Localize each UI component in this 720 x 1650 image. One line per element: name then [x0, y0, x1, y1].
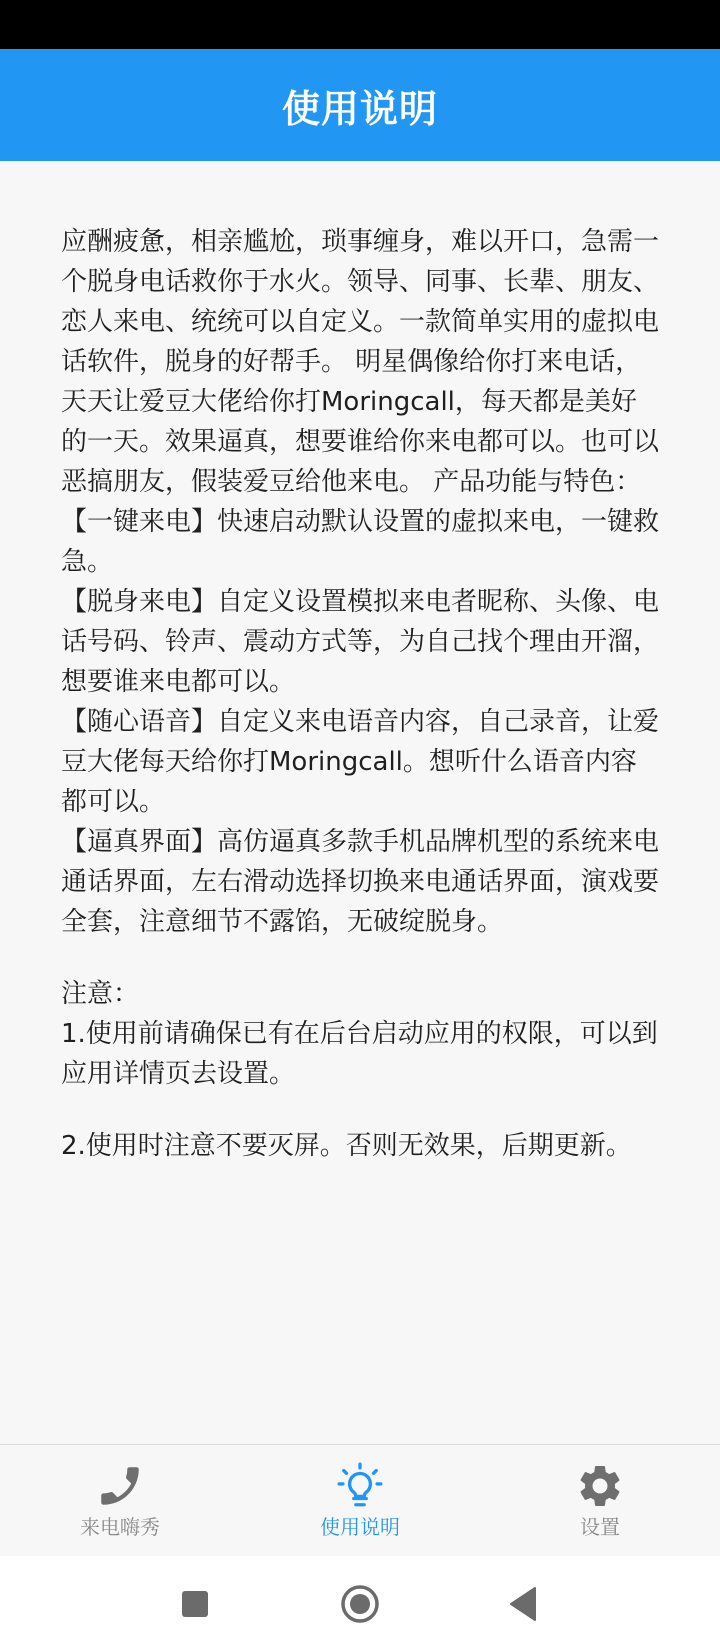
gear-icon [575, 1461, 625, 1511]
spacer [61, 942, 661, 974]
notice-item-1: 1.使用前请确保已有在后台启动应用的权限，可以到应用详情页去设置。 [61, 1019, 658, 1089]
feature-custom-voice: 【随心语音】自定义来电语音内容，自己录音，让爱豆大佬每天给你打Moringcall。想听什么语音内容都可以。 [61, 707, 660, 817]
feature-one-key-call: 【一键来电】快速启动默认设置的虚拟来电，一键救急。 [61, 507, 660, 577]
spacer [61, 1094, 661, 1126]
feature-realistic-ui: 【逼真界面】高仿逼真多款手机品牌机型的系统来电通话界面，左右滑动选择切换来电通话界面，演戏要全套，注意细节不露馅，无破绽脱身。 [61, 827, 660, 937]
app-bar [0, 49, 720, 161]
status-bar [0, 0, 720, 49]
phone-icon [95, 1461, 145, 1511]
tab-settings[interactable] [480, 1445, 720, 1557]
intro-paragraph: 应酬疲惫，相亲尴尬，琐事缠身，难以开口，急需一个脱身电话救你于水火。领导、同事、长辈、朋友、恋人来电、统统可以自定义。一款简单实用的虚拟电话软件，脱身的好帮手。 明星偶像给你打来电话，天天让爱豆大佬给你打Moringcall，每天都是美好的一天。效果逼真，想要谁给你来电都可以。也可以恶搞朋友，假装爱豆给他来电。 产品功能与特色： [61, 227, 660, 497]
notice-title: 注意： [61, 979, 140, 1009]
lightbulb-icon [335, 1461, 385, 1511]
page-title: 使用说明 [281, 86, 438, 131]
system-navigation-bar [0, 1556, 720, 1650]
triangle-back-icon[interactable] [495, 1576, 551, 1632]
square-icon[interactable] [167, 1576, 223, 1632]
tab-instructions[interactable] [240, 1445, 480, 1557]
tab-label: 设置 [580, 1515, 620, 1539]
tab-label: 来电嗨秀 [80, 1515, 160, 1539]
circle-icon[interactable] [332, 1576, 388, 1632]
tab-incoming-call[interactable] [0, 1445, 240, 1557]
notice-item-2: 2.使用时注意不要灭屏。否则无效果，后期更新。 [61, 1131, 632, 1161]
instructions-content [61, 222, 661, 1166]
feature-escape-call: 【脱身来电】自定义设置模拟来电者昵称、头像、电话号码、铃声、震动方式等，为自己找个理由开溜，想要谁来电都可以。 [61, 587, 660, 697]
tab-label: 使用说明 [320, 1515, 400, 1539]
bottom-navigation [0, 1444, 720, 1557]
